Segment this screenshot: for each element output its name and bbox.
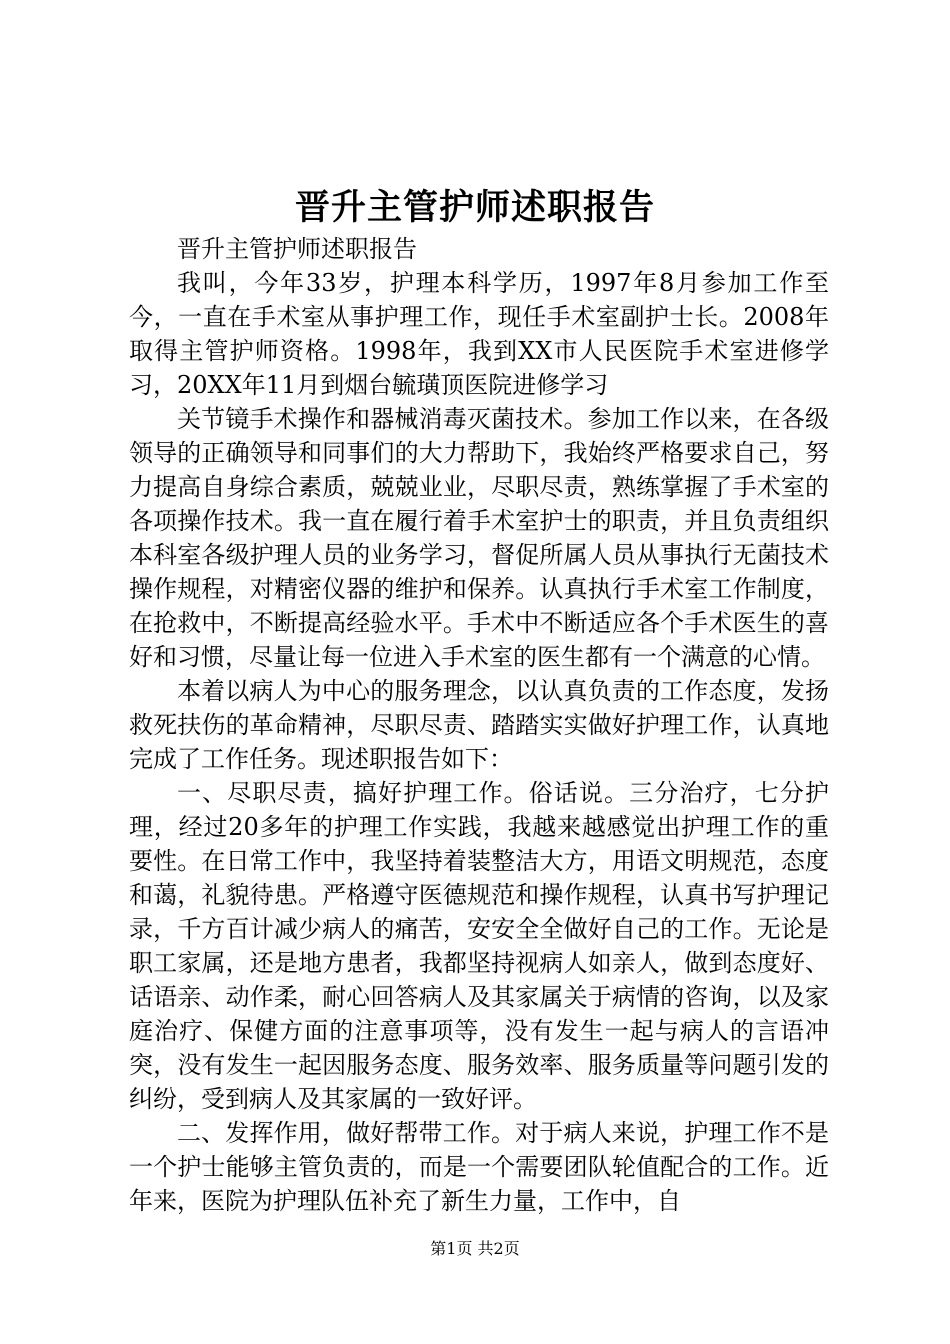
paragraph-intro: 我叫，今年33岁，护理本科学历，1997年8月参加工作至今，一直在手术室从事护理工作，现任手术室副护士长。2008年取得主管护师资格。1998年，我到XX市人民医院手术室进修学习，20XX年11月到烟台毓璜顶医院进修学习 [129, 269, 829, 399]
page-number-footer: 第1页 共2页 [430, 1239, 520, 1258]
paragraph-service-philosophy: 本着以病人为中心的服务理念，以认真负责的工作态度，发扬救死扶伤的革命精神，尽职尽责、踏踏实实做好护理工作，认真地完成了工作任务。现述职报告如下： [129, 677, 829, 773]
paragraph-section-one: 一、尽职尽责，搞好护理工作。俗话说。三分治疗，七分护理，经过20多年的护理工作实践，我越来越感觉出护理工作的重要性。在日常工作中，我坚持着装整洁大方，用语文明规范，态度和蔼，礼貌待患。严格遵守医德规范和操作规程，认真书写护理记录，千方百计减少病人的痛苦，安安全全做好自己的工作。无论是职工家属，还是地方患者，我都坚持视病人如亲人，做到态度好、话语亲、动作柔，耐心回答病人及其家属关于病情的咨询，以及家庭治疗、保健方面的注意事项等，没有发生一起与病人的言语冲突，没有发生一起因服务态度、服务效率、服务质量等问题引发的纠纷，受到病人及其家属的一致好评。 [129, 779, 829, 1113]
paragraph-skills: 关节镜手术操作和器械消毒灭菌技术。参加工作以来，在各级领导的正确领导和同事们的大力帮助下，我始终严格要求自己，努力提高自身综合素质，兢兢业业，尽职尽责，熟练掌握了手术室的各项操作技术。我一直在履行着手术室护士的职责，并且负责组织本科室各级护理人员的业务学习，督促所属人员从事执行无菌技术操作规程，对精密仪器的维护和保养。认真执行手术室工作制度，在抢救中，不断提高经验水平。手术中不断适应各个手术医生的喜好和习惯，尽量让每一位进入手术室的医生都有一个满意的心情。 [129, 405, 829, 671]
document-body [129, 232, 829, 1218]
document-title: 晋升主管护师述职报告 [294, 187, 655, 228]
paragraph-section-two: 二、发挥作用，做好帮带工作。对于病人来说，护理工作不是一个护士能够主管负责的，而是一个需要团队轮值配合的工作。近年来，医院为护理队伍补充了新生力量，工作中，自 [129, 1119, 829, 1215]
paragraph-subtitle: 晋升主管护师述职报告 [177, 235, 417, 263]
